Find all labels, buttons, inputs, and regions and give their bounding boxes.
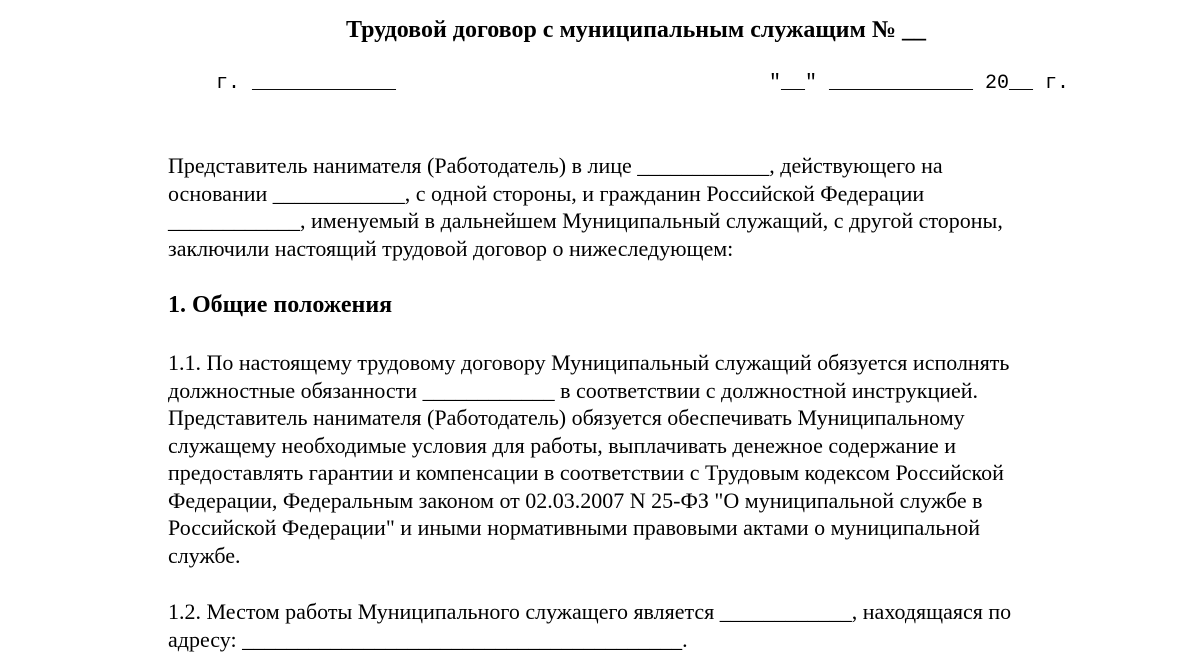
clause-1-2 <box>168 598 1178 653</box>
clause-1-1 <box>168 349 1178 569</box>
clause-line: Федерации, Федеральным законом от 02.03.2007 N 25-ФЗ "О муниципальной службе в <box>168 487 1178 515</box>
clause-line: адресу: ________________________________________. <box>168 626 1178 653</box>
clause-line: 1.1. По настоящему трудовому договору Муниципальный служащий обязуется исполнять <box>168 349 1178 377</box>
clause-line: службе. <box>168 542 1178 570</box>
city-line: г. ____________ <box>216 72 396 96</box>
document-title: Трудовой договор с муниципальным служащим № __ <box>0 15 1186 45</box>
clause-line: 1.2. Местом работы Муниципального служащего является ____________, находящаяся по <box>168 598 1178 626</box>
intro-paragraph <box>168 152 1178 262</box>
intro-line: Представитель нанимателя (Работодатель) в лице ____________, действующего на <box>168 152 1178 180</box>
clause-line: служащему необходимые условия для работы, выплачивать денежное содержание и <box>168 432 1178 460</box>
intro-line: основании ____________, с одной стороны, и гражданин Российской Федерации <box>168 180 1178 208</box>
clause-line: Представитель нанимателя (Работодатель) обязуется обеспечивать Муниципальному <box>168 404 1178 432</box>
section-heading-general-provisions: 1. Общие положения <box>168 290 392 320</box>
date-line: "__" ____________ 20__ г. <box>769 72 1069 96</box>
intro-line: ____________, именуемый в дальнейшем Муниципальный служащий, с другой стороны, <box>168 207 1178 235</box>
clause-line: Российской Федерации" и иными нормативными правовыми актами о муниципальной <box>168 514 1178 542</box>
intro-line: заключили настоящий трудовой договор о нижеследующем: <box>168 235 1178 263</box>
clause-line: предоставлять гарантии и компенсации в соответствии с Трудовым кодексом Российской <box>168 459 1178 487</box>
clause-line: должностные обязанности ____________ в соответствии с должностной инструкцией. <box>168 377 1178 405</box>
